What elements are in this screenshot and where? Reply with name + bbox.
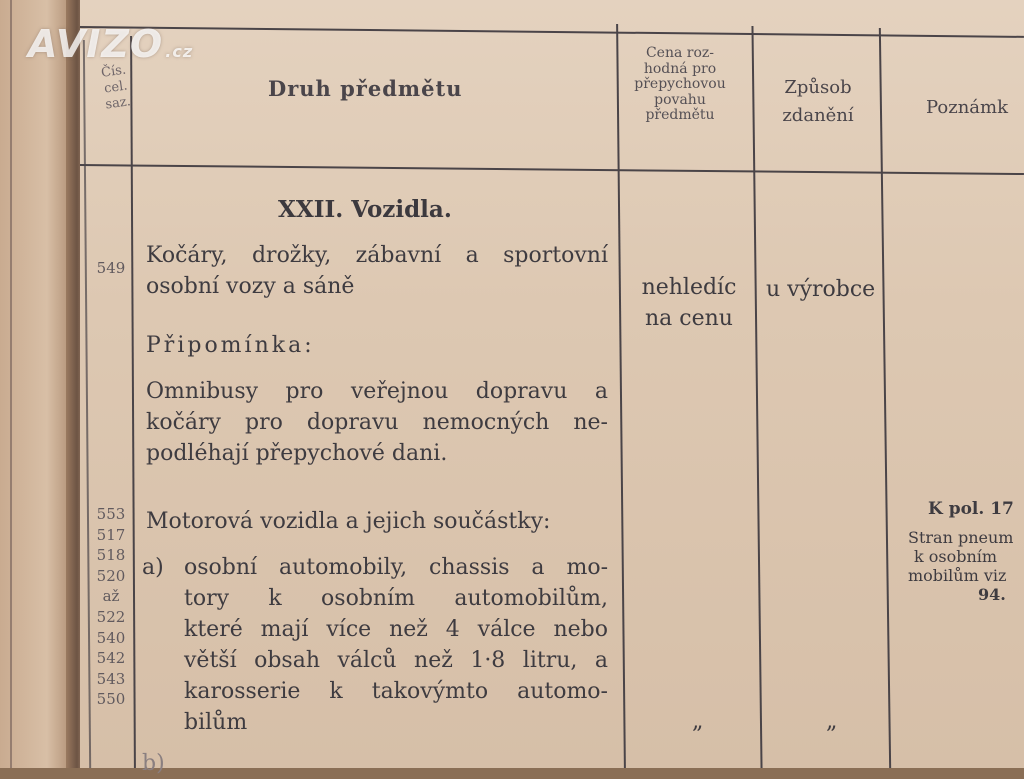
row-number: 517 [96,525,126,544]
reminder-line: kočáry pro dopravu nemocných ne- [146,410,608,435]
item-a-line: osobní automobily, chassis a mo- [184,555,608,580]
header-row-number-line: saz. [104,94,132,113]
price-value [634,272,744,334]
row-number: 550 [96,690,126,709]
reminder-line-3: podléhají přepychové dani. [146,441,448,466]
reminder-label: Připomínka: [146,333,315,358]
note-line: k osobním [914,547,998,566]
item-a-line: které mají více než 4 válce nebo [184,617,608,642]
col-rule-5 [879,28,891,768]
note-line: 94. [978,585,1006,604]
motor-heading: Motorová vozidla a jejich součástky: [146,509,551,534]
item-a-text [184,552,608,707]
price-value-line: nehledíc [641,275,737,300]
row-number: 522 [96,607,126,626]
watermark-suffix: .cz [165,42,194,61]
row-number: 540 [96,628,126,647]
table-top-rule [80,26,1024,38]
col-rule-3 [616,24,626,768]
item-a-line-6: bilům [184,710,248,735]
item-a-line: větší obsah válců než 1·8 litru, a [184,648,608,673]
header-price-line: povahu [654,91,706,108]
row-number: 520 [96,566,126,585]
reminder-text [146,376,608,438]
item-a-label: a) [142,555,164,580]
item-a-line: tory k osobním automobilům, [184,586,608,611]
section-title: XXII. Vozidla. [278,196,452,223]
tax-ditto: „ [826,709,838,734]
header-price-line: hodná pro [643,60,717,77]
reminder-line: Omnibusy pro veřejnou dopravu a [146,379,608,404]
note-title: K pol. 17 [928,499,1014,519]
item-b-label: b) [142,751,165,776]
header-row-number-line: Čís. [100,62,127,81]
row-number: 543 [96,669,126,688]
col-rule-1 [83,40,91,768]
item-description [146,240,608,271]
price-value-line: na cenu [645,306,733,331]
col-rule-4 [751,26,762,768]
page [80,0,1024,776]
header-tax-method [764,74,872,130]
header-price-line: předmětu [645,107,715,123]
row-number: 553 [96,505,126,523]
header-price-line: Cena roz- [645,45,715,61]
watermark-text: AVIZO [28,22,164,66]
price-ditto: „ [692,709,704,734]
note-line: mobilům viz [908,566,1007,585]
note-line: Stran pneum [908,528,1014,547]
row-number: 542 [96,649,126,668]
note-text [908,528,1013,604]
header-price [626,46,734,124]
left-page-rule [10,0,12,768]
header-price-line: přepychovou [634,76,726,92]
header-item: Druh předmětu [268,76,463,101]
header-tax-method-line: zdanění [782,105,854,126]
header-row-number [100,62,132,113]
item-a-line: karosserie k takovýmto automo- [184,679,608,704]
row-number: až [102,587,120,606]
avizo-watermark-logo [28,22,193,66]
header-tax-method-line: Způsob [784,77,852,98]
col-rule-2 [130,36,136,768]
row-number: 518 [96,546,126,565]
header-row-number-line: cel. [103,78,129,97]
row-number: 549 [96,259,126,277]
tax-method-value: u výrobce [766,277,876,302]
item-description-line-2: osobní vozy a sáně [146,274,355,299]
item-description-line: Kočáry, drožky, zábavní a sportovní [146,243,608,268]
header-notes: Poznámk [926,97,1009,118]
motor-row-numbers [92,504,130,710]
